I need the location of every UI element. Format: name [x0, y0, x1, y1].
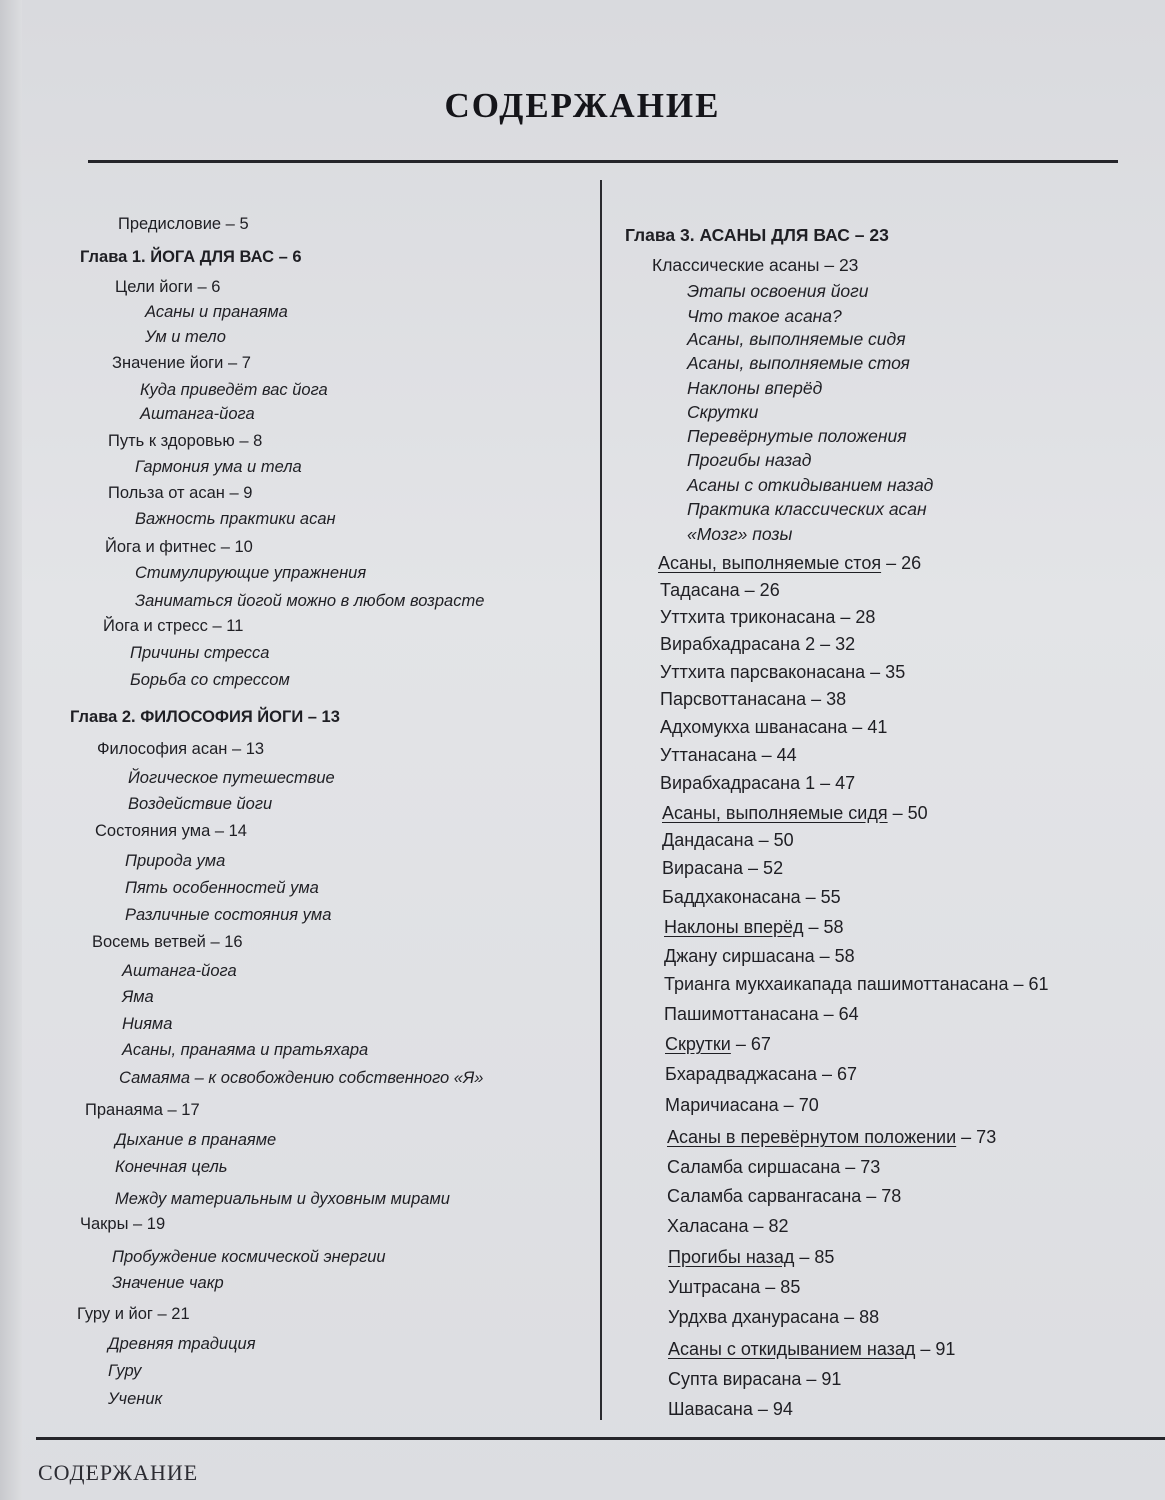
toc-entry-r-1	[652, 255, 858, 275]
toc-entry-title: Асаны и пранаяма	[145, 303, 288, 321]
toc-entry-r-31	[665, 1064, 857, 1084]
toc-entry-l-7	[140, 404, 255, 424]
toc-entry-l-27	[122, 961, 237, 981]
toc-entry-title: Воздействие йоги	[128, 795, 273, 813]
toc-entry-title: Скрутки	[687, 402, 759, 422]
toc-entry-r-29	[664, 1004, 859, 1024]
toc-entry-r-34	[667, 1157, 880, 1177]
toc-entry-r-40	[668, 1339, 955, 1359]
toc-entry-r-23	[662, 830, 794, 850]
toc-entry-title: Супта вирасана – 91	[668, 1369, 842, 1389]
toc-entry-title: Польза от асан – 9	[108, 484, 253, 502]
toc-entry-l-3	[145, 302, 288, 322]
toc-entry-title: Между материальным и духовным мирами	[115, 1190, 450, 1208]
toc-entry-title: Философия асан – 13	[97, 740, 265, 758]
toc-entry-l-11	[135, 509, 336, 529]
toc-entry-title: Причины стресса	[130, 644, 270, 662]
toc-entry-l-4	[145, 327, 226, 347]
toc-entry-title: Классические асаны – 23	[652, 255, 859, 275]
toc-entry-r-24	[662, 858, 783, 878]
toc-entry-page: – 26	[881, 553, 922, 573]
toc-entry-r-2	[687, 281, 869, 301]
toc-entry-title: Глава 1. ЙОГА ДЛЯ ВАС – 6	[80, 248, 302, 266]
toc-entry-r-37	[668, 1247, 834, 1267]
toc-entry-title: Тадасана – 26	[660, 580, 780, 600]
toc-entry-l-14	[135, 591, 484, 611]
toc-entry-title: Предисловие – 5	[118, 215, 249, 233]
toc-entry-title: Йога и стресс – 11	[103, 617, 244, 635]
toc-entry-l-18	[70, 707, 340, 727]
toc-entry-title: Заниматься йогой можно в любом возрасте	[135, 592, 485, 610]
toc-entry-title: Маричиасана – 70	[665, 1095, 819, 1115]
toc-entry-r-0	[625, 225, 889, 245]
toc-entry-r-9	[687, 450, 811, 470]
toc-entry-r-13	[658, 553, 921, 573]
toc-entry-title: Вирабхадрасана 2 – 32	[660, 634, 856, 654]
toc-entry-page: – 73	[956, 1127, 997, 1147]
toc-entry-l-34	[115, 1157, 227, 1177]
toc-entry-l-37	[112, 1247, 386, 1267]
toc-entry-title: Пранаяма – 17	[85, 1101, 200, 1119]
toc-entry-title: Различные состояния ума	[125, 906, 332, 924]
toc-entry-r-14	[660, 580, 780, 600]
toc-entry-title: Нияма	[122, 1015, 173, 1033]
toc-entry-r-11	[687, 499, 927, 519]
toc-entry-r-20	[660, 745, 797, 765]
toc-entry-l-38	[112, 1273, 224, 1293]
toc-entry-title: Ум и тело	[145, 328, 226, 346]
toc-entry-r-5	[687, 353, 910, 373]
toc-entry-title: Дыхание в пранаяме	[115, 1131, 277, 1149]
page-edge-shadow	[0, 0, 22, 1500]
bottom-rule	[36, 1437, 1165, 1440]
toc-entry-r-32	[665, 1095, 819, 1115]
toc-entry-r-22	[662, 803, 928, 823]
toc-entry-title: Практика классических асан	[687, 499, 927, 519]
toc-entry-r-18	[660, 689, 846, 709]
toc-entry-title: Гармония ума и тела	[135, 458, 302, 476]
toc-entry-l-26	[92, 932, 243, 952]
toc-entry-r-3	[687, 306, 842, 326]
toc-entry-r-19	[660, 717, 887, 737]
toc-entry-r-8	[687, 426, 907, 446]
top-rule	[88, 160, 1118, 163]
toc-entry-title: Пробуждение космической энергии	[112, 1248, 386, 1266]
toc-entry-r-28	[664, 974, 1049, 994]
toc-entry-title: Аштанга-йога	[122, 962, 237, 980]
toc-entry-r-17	[660, 662, 905, 682]
toc-entry-title: Вирабхадрасана 1 – 47	[660, 773, 856, 793]
toc-entry-title: Чакры – 19	[80, 1215, 166, 1233]
toc-entry-l-12	[105, 537, 253, 557]
toc-entry-l-36	[80, 1214, 165, 1234]
toc-entry-r-42	[668, 1399, 793, 1419]
toc-entry-page: – 67	[730, 1034, 771, 1054]
toc-entry-l-28	[122, 987, 154, 1007]
toc-entry-l-20	[128, 768, 335, 788]
toc-entry-title: Бхарадваджасана – 67	[665, 1064, 858, 1084]
toc-entry-l-21	[128, 794, 272, 814]
toc-entry-title: Перевёрнутые положения	[687, 426, 907, 446]
toc-entry-title: Джану сиршасана – 58	[664, 946, 855, 966]
column-divider	[600, 180, 602, 1420]
toc-entry-l-15	[103, 616, 243, 636]
toc-entry-title: Асаны, выполняемые стоя	[658, 553, 882, 573]
toc-entry-r-27	[664, 946, 855, 966]
toc-entry-page: – 50	[887, 803, 928, 823]
toc-entry-r-38	[668, 1277, 800, 1297]
toc-entry-title: Йогическое путешествие	[128, 769, 335, 787]
toc-entry-title: Пять особенностей ума	[125, 879, 319, 897]
toc-entry-l-0	[118, 214, 249, 234]
toc-entry-title: Асаны, выполняемые сидя	[662, 803, 888, 823]
toc-entry-title: Саламба сиршасана – 73	[667, 1157, 881, 1177]
toc-entry-l-16	[130, 643, 270, 663]
toc-entry-page: – 58	[803, 917, 844, 937]
toc-entry-r-41	[668, 1369, 841, 1389]
toc-entry-title: Прогибы назад	[687, 450, 812, 470]
toc-entry-title: Самаяма – к освобождению собственного «Я»	[119, 1069, 484, 1087]
toc-entry-title: Баддхаконасана – 55	[662, 887, 841, 907]
toc-entry-title: Ученик	[108, 1390, 163, 1408]
toc-entry-title: Парсвоттанасана – 38	[660, 689, 847, 709]
toc-entry-l-33	[115, 1130, 276, 1150]
toc-entry-l-29	[122, 1014, 172, 1034]
toc-entry-title: Что такое асана?	[687, 306, 842, 326]
toc-entry-l-10	[108, 483, 252, 503]
toc-entry-l-42	[108, 1389, 162, 1409]
toc-entry-r-12	[687, 524, 792, 544]
toc-entry-l-35	[115, 1189, 450, 1209]
toc-entry-title: Конечная цель	[115, 1158, 228, 1176]
toc-entry-title: Дандасана – 50	[662, 830, 794, 850]
toc-entry-title: Асаны с откидыванием назад	[687, 475, 934, 495]
toc-entry-title: Значение чакр	[112, 1274, 224, 1292]
toc-entry-title: Асаны в перевёрнутом положении	[667, 1127, 957, 1147]
toc-entry-title: Состояния ума – 14	[95, 822, 247, 840]
toc-entry-l-30	[122, 1040, 368, 1060]
toc-entry-r-21	[660, 773, 855, 793]
toc-entry-title: Природа ума	[125, 852, 226, 870]
toc-entry-title: «Мозг» позы	[687, 524, 793, 544]
toc-entry-title: Асаны, выполняемые стоя	[687, 353, 910, 373]
toc-entry-title: Урдхва дханурасана – 88	[668, 1307, 880, 1327]
toc-entry-r-25	[662, 887, 841, 907]
toc-entry-l-19	[97, 739, 264, 759]
toc-entry-l-8	[108, 431, 262, 451]
toc-entry-title: Яма	[122, 988, 154, 1006]
toc-entry-r-36	[667, 1216, 789, 1236]
toc-entry-title: Наклоны вперёд	[664, 917, 804, 937]
toc-entry-title: Вирасана – 52	[662, 858, 784, 878]
toc-entry-title: Путь к здоровью – 8	[108, 432, 263, 450]
toc-entry-title: Гуру	[108, 1362, 142, 1380]
toc-entry-title: Йога и фитнес – 10	[105, 538, 253, 556]
toc-entry-r-10	[687, 475, 933, 495]
toc-entry-title: Этапы освоения йоги	[687, 281, 869, 301]
toc-entry-title: Куда приведёт вас йога	[140, 381, 328, 399]
toc-entry-r-4	[687, 329, 906, 349]
toc-entry-l-39	[77, 1304, 190, 1324]
toc-entry-title: Цели йоги – 6	[115, 278, 221, 296]
toc-entry-l-1	[80, 247, 302, 267]
toc-entry-title: Аштанга-йога	[140, 405, 255, 423]
toc-entry-r-26	[664, 917, 844, 937]
toc-entry-title: Уттхита парсваконасана – 35	[660, 662, 906, 682]
toc-entry-l-31	[119, 1068, 483, 1088]
toc-entry-title: Асаны с откидыванием назад	[668, 1339, 916, 1359]
toc-entry-title: Борьба со стрессом	[130, 671, 290, 689]
toc-entry-r-7	[687, 402, 758, 422]
toc-entry-title: Трианга мукхаикапада пашимоттанасана – 61	[664, 974, 1049, 994]
toc-entry-l-23	[125, 851, 225, 871]
page-title: СОДЕРЖАНИЕ	[444, 86, 721, 125]
toc-entry-l-6	[140, 380, 328, 400]
toc-entry-r-15	[660, 607, 875, 627]
toc-entry-page: – 91	[915, 1339, 956, 1359]
toc-entry-title: Пашимоттанасана – 64	[664, 1004, 859, 1024]
running-footer: СОДЕРЖАНИЕ	[38, 1460, 199, 1485]
toc-entry-r-6	[687, 378, 822, 398]
toc-entry-title: Адхомукха шванасана – 41	[660, 717, 888, 737]
toc-entry-l-25	[125, 905, 331, 925]
toc-entry-title: Восемь ветвей – 16	[92, 933, 243, 951]
toc-entry-l-22	[95, 821, 247, 841]
toc-entry-title: Гуру и йог – 21	[77, 1305, 190, 1323]
toc-entry-r-30	[665, 1034, 771, 1054]
toc-entry-title: Значение йоги – 7	[112, 354, 251, 372]
toc-entry-title: Важность практики асан	[135, 510, 336, 528]
toc-entry-l-32	[85, 1100, 200, 1120]
toc-entry-l-40	[108, 1334, 256, 1354]
toc-entry-l-13	[135, 563, 366, 583]
toc-entry-r-39	[668, 1307, 879, 1327]
toc-entry-title: Шавасана – 94	[668, 1399, 793, 1419]
toc-entry-title: Скрутки	[665, 1034, 731, 1054]
toc-entry-r-33	[667, 1127, 996, 1147]
toc-entry-r-16	[660, 634, 855, 654]
toc-entry-page: – 85	[794, 1247, 835, 1267]
toc-entry-title: Уштрасана – 85	[668, 1277, 801, 1297]
toc-entry-r-35	[667, 1186, 901, 1206]
toc-entry-title: Глава 2. ФИЛОСОФИЯ ЙОГИ – 13	[70, 708, 340, 726]
toc-entry-title: Наклоны вперёд	[687, 378, 823, 398]
toc-entry-l-2	[115, 277, 220, 297]
toc-entry-title: Глава 3. АСАНЫ ДЛЯ ВАС – 23	[625, 225, 889, 245]
toc-entry-l-9	[135, 457, 302, 477]
toc-entry-title: Прогибы назад	[668, 1247, 795, 1267]
toc-entry-l-5	[112, 353, 251, 373]
toc-entry-l-41	[108, 1361, 141, 1381]
toc-entry-title: Стимулирующие упражнения	[135, 564, 367, 582]
toc-entry-title: Саламба сарвангасана – 78	[667, 1186, 902, 1206]
toc-entry-title: Халасана – 82	[667, 1216, 789, 1236]
toc-entry-l-24	[125, 878, 319, 898]
toc-entry-title: Уттхита триконасана – 28	[660, 607, 876, 627]
toc-entry-l-17	[130, 670, 290, 690]
toc-entry-title: Уттанасана – 44	[660, 745, 797, 765]
toc-entry-title: Асаны, выполняемые сидя	[687, 329, 906, 349]
toc-entry-title: Асаны, пранаяма и пратьяхара	[122, 1041, 369, 1059]
toc-entry-title: Древняя традиция	[108, 1335, 256, 1353]
